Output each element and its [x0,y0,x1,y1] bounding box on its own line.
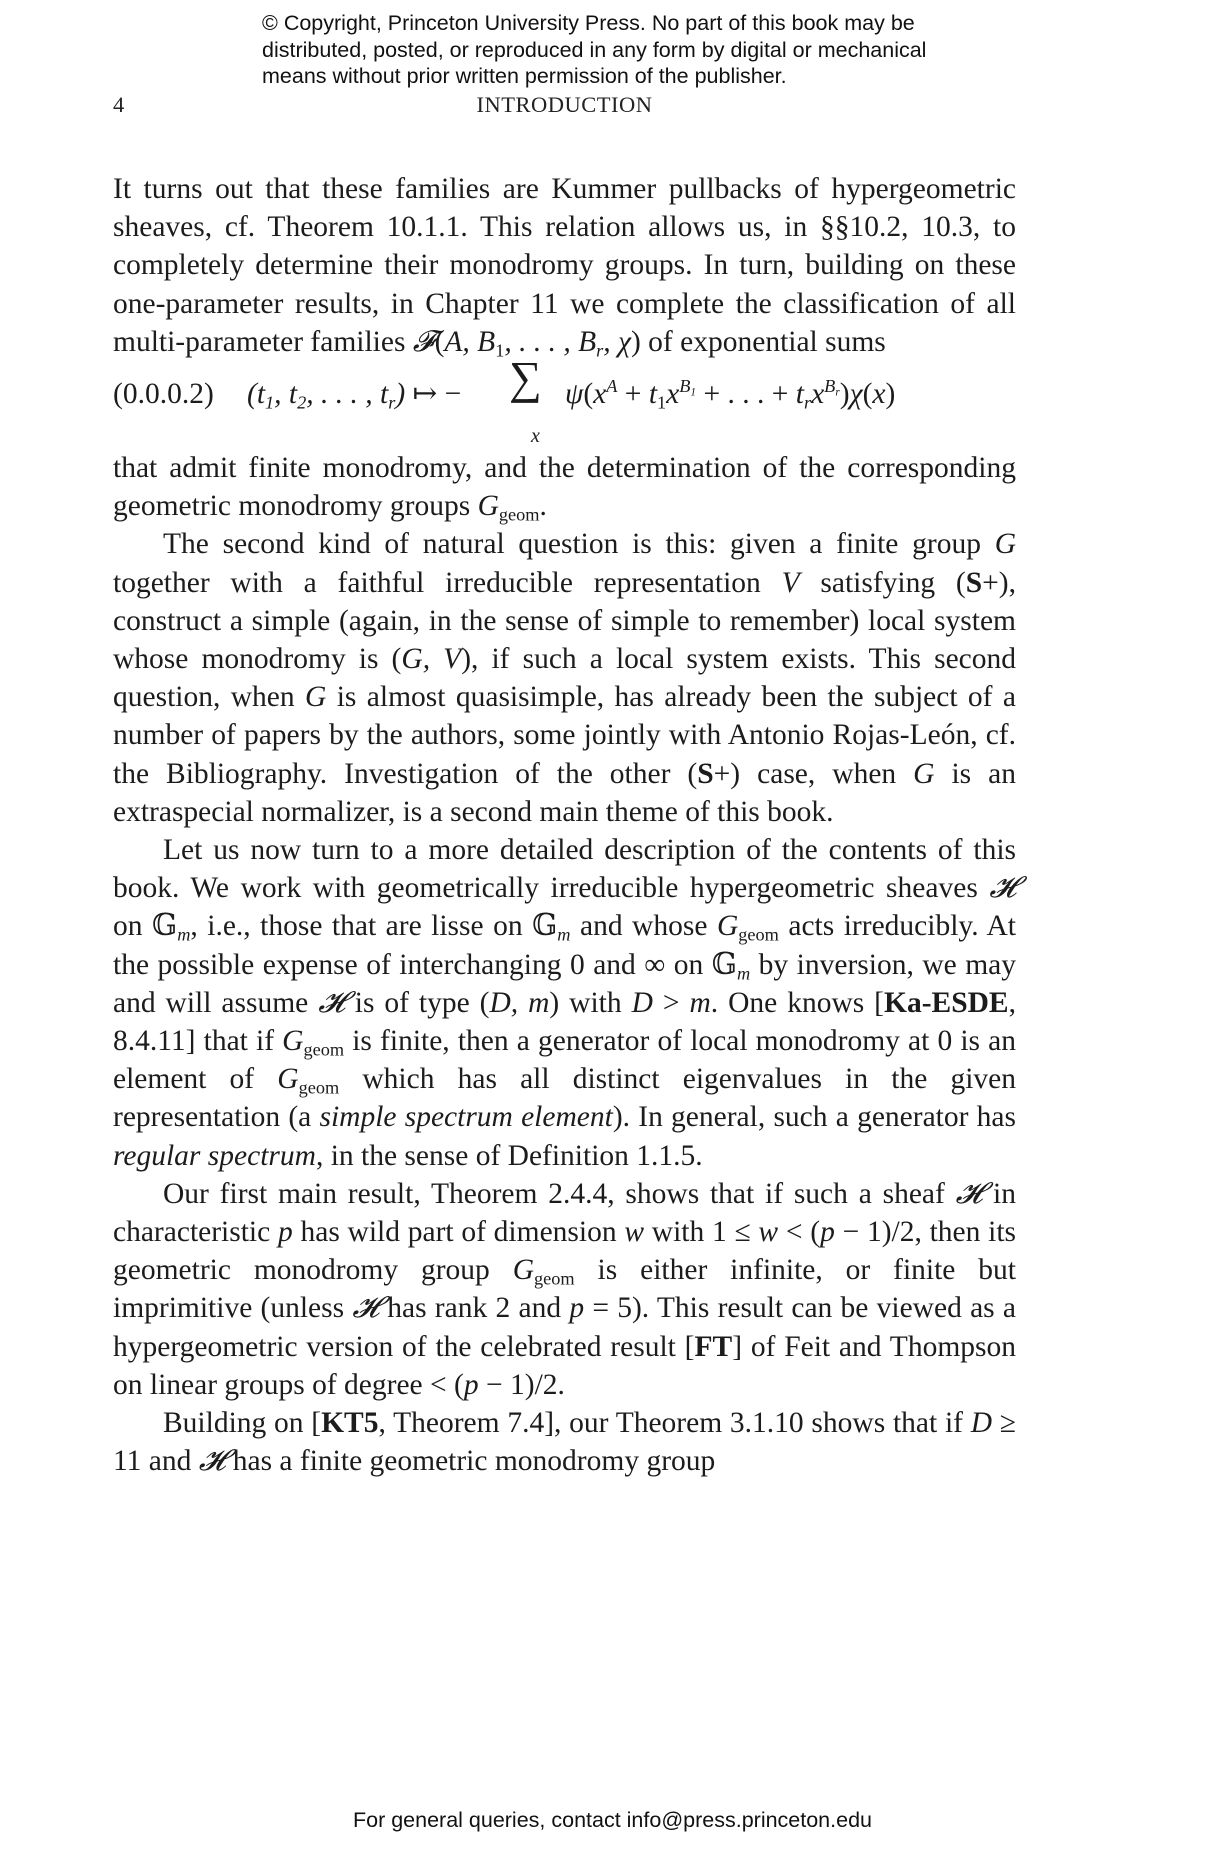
footer-contact: For general queries, contact info@press.princeton.edu [352,1808,872,1832]
body-text [113,170,1016,1481]
display-equation [113,352,1016,448]
paragraph: Building on [KT5, Theorem 7.4], our Theorem 3.1.10 shows that if D ≥ 11 and 𝓗 has a finite geometric monodromy group [113,1407,1016,1478]
copyright-notice [262,10,1022,90]
summation-symbol: ∑ [509,352,542,404]
copyright-line: means without prior written permission of the publisher. [262,64,787,88]
equation-lhs: ($t_1$, $t_2$, . . . , $t_r$) ↦ − [247,378,462,413]
running-header [113,92,1016,122]
paragraph: that admit finite monodromy, and the determination of the corresponding geometric monodromy groups $G_{geom}$. [113,452,1016,525]
page-number: 4 [113,92,125,117]
copyright-line: distributed, posted, or reproduced in any form by digital or mechanical [262,37,927,62]
summation-index: x [531,425,540,448]
running-title: INTRODUCTION [476,92,653,117]
equation-number: (0.0.0.2) [113,378,214,411]
paragraph: It turns out that these families are Kummer pullbacks of hypergeometric sheaves, cf. Theorem 10.1.1. This relation allows us, in §§10.2, 10.3, to completely determine their monodromy groups. In turn, building on these one-parameter results, in Chapter 11 we complete the classification of all multi-parameter families 𝓕(A, $B_1$, . . . , $B_r$, χ) of exponential sums [113,173,1016,361]
paragraph: The second kind of natural question is this: given a finite group G together with a faithful irreducible representation V satisfying (S+), construct a simple (again, in the sense of simple to remember) local system whose monodromy is (G, V), if such a local system exists. This second question, when G is almost quasisimple, has already been the subject of a number of papers by the authors, some jointly with Antonio Rojas-León, cf. the Bibliography. Investigation of the other (S+) case, when G is an extraspecial normalizer, is a second main theme of this book. [113,528,1017,828]
paragraph: Let us now turn to a more detailed description of the contents of this book. We work with geometrically irreducible hypergeometric sheaves 𝓗 on 𝔾$_m$, i.e., those that are lisse on 𝔾$_m$ and whose $G_{geom}$ acts irreducibly. At the possible expense of interchanging 0 and ∞ on 𝔾$_m$ by inversion, we may and will assume 𝓗 is of type (D, m) with D > m. One knows [Ka-ESDE, 8.4.11] that if $G_{geom}$ is finite, then a generator of local monodromy at 0 is an element of $G_{geom}$ which has all distinct eigenvalues in the given representation (a simple spectrum element). In general, such a generator has regular spectrum, in the sense of Definition 1.1.5. [113,834,1016,1172]
equation-rhs: $\psi(x^A + t_1x^{B_1}$ + . . . + $t_rx^{B_r})\chi(x)$ [565,376,896,413]
paragraph: Our first main result, Theorem 2.4.4, shows that if such a sheaf 𝓗 in characteristic p has wild part of dimension w with 1 ≤ w < (p − 1)/2, then its geometric monodromy group $G_{geom}$ is either infinite, or finite but imprimitive (unless 𝓗 has rank 2 and p = 5). This result can be viewed as a hypergeometric version of the celebrated result [FT] of Feit and Thompson on linear groups of degree < (p − 1)/2. [113,1177,1017,1401]
copyright-line: © Copyright, Princeton University Press. No part of this book may be [262,11,915,35]
